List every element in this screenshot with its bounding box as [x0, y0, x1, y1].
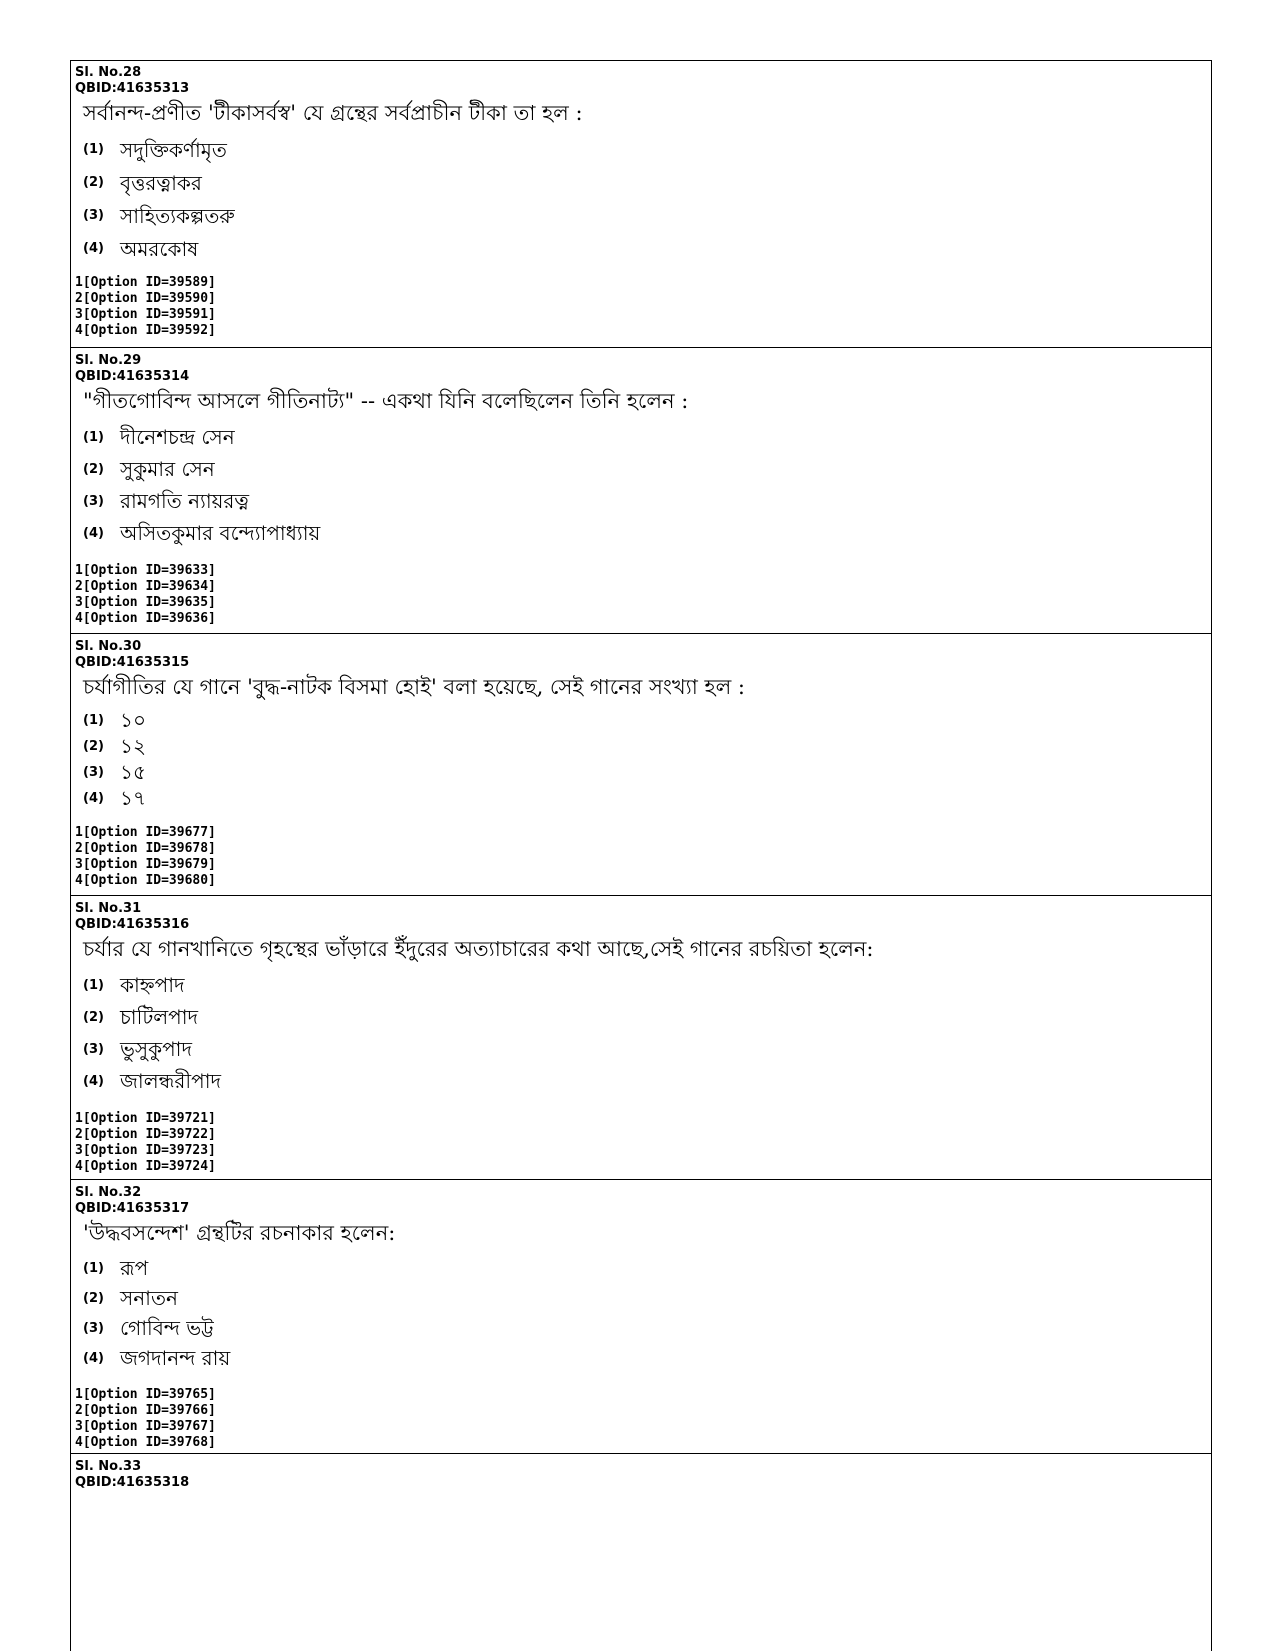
option-text: ১৫	[120, 760, 146, 784]
option-id: 4[Option ID=39724]	[75, 1159, 216, 1174]
option-text: ১০	[120, 708, 146, 732]
question-text: 'উদ্ধবসন্দেশ' গ্রন্থটির রচনাকার হলেন:	[83, 1221, 396, 1245]
option-id: 2[Option ID=39722]	[75, 1127, 216, 1142]
option-row	[75, 232, 1211, 265]
option-number: (2)	[83, 461, 104, 477]
qbid: QBID:41635315	[75, 655, 190, 670]
option-row	[75, 421, 1211, 453]
option-number: (1)	[83, 712, 104, 728]
option-number: (2)	[83, 1009, 104, 1025]
option-row	[75, 785, 1211, 811]
option-text: সনাতন	[120, 1286, 178, 1310]
option-id: 2[Option ID=39590]	[75, 291, 216, 306]
question-text: সর্বানন্দ-প্রণীত 'টীকাসর্বস্ব' যে গ্রন্থের সর্বপ্রাচীন টীকা তা হল :	[83, 101, 583, 125]
option-text: ১৭	[120, 786, 146, 810]
option-text: ভুসুকুপাদ	[120, 1037, 192, 1061]
option-row	[75, 969, 1211, 1001]
option-id: 1[Option ID=39721]	[75, 1111, 216, 1126]
option-id: 1[Option ID=39589]	[75, 275, 216, 290]
option-id: 1[Option ID=39677]	[75, 825, 216, 840]
option-text: জালন্ধরীপাদ	[120, 1069, 222, 1093]
serial-number: Sl. No.31	[75, 901, 142, 916]
question-text: "গীতগোবিন্দ আসলে গীতিনাট্য" -- একথা যিনি বলেছিলেন তিনি হলেন :	[83, 389, 689, 413]
option-row	[75, 1001, 1211, 1033]
option-row	[75, 1065, 1211, 1097]
option-text: সাহিত্যকল্পতরু	[120, 203, 235, 228]
option-number: (3)	[83, 1320, 104, 1336]
qbid: QBID:41635317	[75, 1201, 190, 1216]
option-number: (3)	[83, 208, 104, 223]
option-text: গোবিন্দ ভট্ট	[120, 1316, 214, 1340]
question-block	[71, 60, 1211, 348]
option-id: 2[Option ID=39678]	[75, 841, 216, 856]
option-row	[75, 1253, 1211, 1283]
option-id: 1[Option ID=39765]	[75, 1387, 216, 1402]
serial-number: Sl. No.32	[75, 1185, 142, 1200]
option-row	[75, 759, 1211, 785]
option-row	[75, 133, 1211, 166]
question-text: চর্যাগীতির যে গানে 'বুদ্ধ-নাটক বিসমা হোই' বলা হয়েছে, সেই গানের সংখ্যা হল :	[83, 675, 745, 699]
question-block	[71, 1454, 1211, 1491]
option-id: 3[Option ID=39723]	[75, 1143, 216, 1158]
question-text: চর্যার যে গানখানিতে গৃহস্থের ভাঁড়ারে ইঁদুরের অত্যাচারের কথা আছে,সেই গানের রচয়িতা হলেন:	[83, 937, 874, 961]
option-row	[75, 453, 1211, 485]
option-text: জগদানন্দ রায়	[120, 1346, 231, 1370]
question-block	[71, 348, 1211, 634]
qbid: QBID:41635314	[75, 369, 190, 384]
option-number: (4)	[83, 1073, 104, 1089]
option-id: 3[Option ID=39679]	[75, 857, 216, 872]
option-text: সুকুমার সেন	[120, 457, 215, 481]
option-number: (1)	[83, 429, 104, 445]
qbid: QBID:41635316	[75, 917, 190, 932]
option-number: (3)	[83, 764, 104, 780]
option-number: (3)	[83, 1041, 104, 1057]
option-text: দীনেশচন্দ্র সেন	[120, 425, 235, 449]
option-id: 4[Option ID=39636]	[75, 611, 216, 626]
option-id: 3[Option ID=39635]	[75, 595, 216, 610]
option-number: (2)	[83, 738, 104, 754]
option-text: ১২	[120, 734, 146, 758]
option-row	[75, 733, 1211, 759]
option-id: 2[Option ID=39766]	[75, 1403, 216, 1418]
question-sheet	[70, 60, 1212, 1651]
option-row	[75, 1283, 1211, 1313]
option-text: রামগতি ন্যায়রত্ন	[120, 489, 250, 513]
option-text: বৃত্তরত্নাকর	[120, 170, 202, 195]
option-number: (4)	[83, 1350, 104, 1366]
serial-number: Sl. No.28	[75, 65, 142, 80]
serial-number: Sl. No.30	[75, 639, 142, 654]
option-number: (4)	[83, 790, 104, 806]
option-id: 4[Option ID=39680]	[75, 873, 216, 888]
option-text: অসিতকুমার বন্দ্যোপাধ্যায়	[120, 521, 321, 545]
option-number: (2)	[83, 1290, 104, 1306]
option-id: 1[Option ID=39633]	[75, 563, 216, 578]
option-id: 4[Option ID=39592]	[75, 323, 216, 338]
option-row	[75, 485, 1211, 517]
option-number: (4)	[83, 241, 104, 256]
question-block	[71, 1180, 1211, 1454]
option-row	[75, 1313, 1211, 1343]
option-id: 4[Option ID=39768]	[75, 1435, 216, 1450]
option-text: রূপ	[120, 1256, 149, 1280]
option-id: 3[Option ID=39767]	[75, 1419, 216, 1434]
option-row	[75, 199, 1211, 232]
option-number: (2)	[83, 175, 104, 190]
option-number: (3)	[83, 493, 104, 509]
option-text: চাটিলপাদ	[120, 1005, 198, 1029]
question-block	[71, 896, 1211, 1180]
serial-number: Sl. No.29	[75, 353, 142, 368]
option-row	[75, 707, 1211, 733]
serial-number: Sl. No.33	[75, 1459, 142, 1474]
option-number: (4)	[83, 525, 104, 541]
question-block	[71, 634, 1211, 896]
option-row	[75, 1343, 1211, 1373]
option-row	[75, 1033, 1211, 1065]
option-number: (1)	[83, 1260, 104, 1276]
option-text: সদুক্তিকর্ণামৃত	[120, 137, 227, 162]
option-row	[75, 166, 1211, 199]
qbid: QBID:41635313	[75, 81, 190, 96]
option-number: (1)	[83, 142, 104, 157]
option-number: (1)	[83, 977, 104, 993]
option-text: কাহ্নপাদ	[120, 973, 185, 997]
option-id: 2[Option ID=39634]	[75, 579, 216, 594]
option-row	[75, 517, 1211, 549]
option-text: অমরকোষ	[120, 236, 199, 261]
qbid: QBID:41635318	[75, 1475, 190, 1490]
option-id: 3[Option ID=39591]	[75, 307, 216, 322]
